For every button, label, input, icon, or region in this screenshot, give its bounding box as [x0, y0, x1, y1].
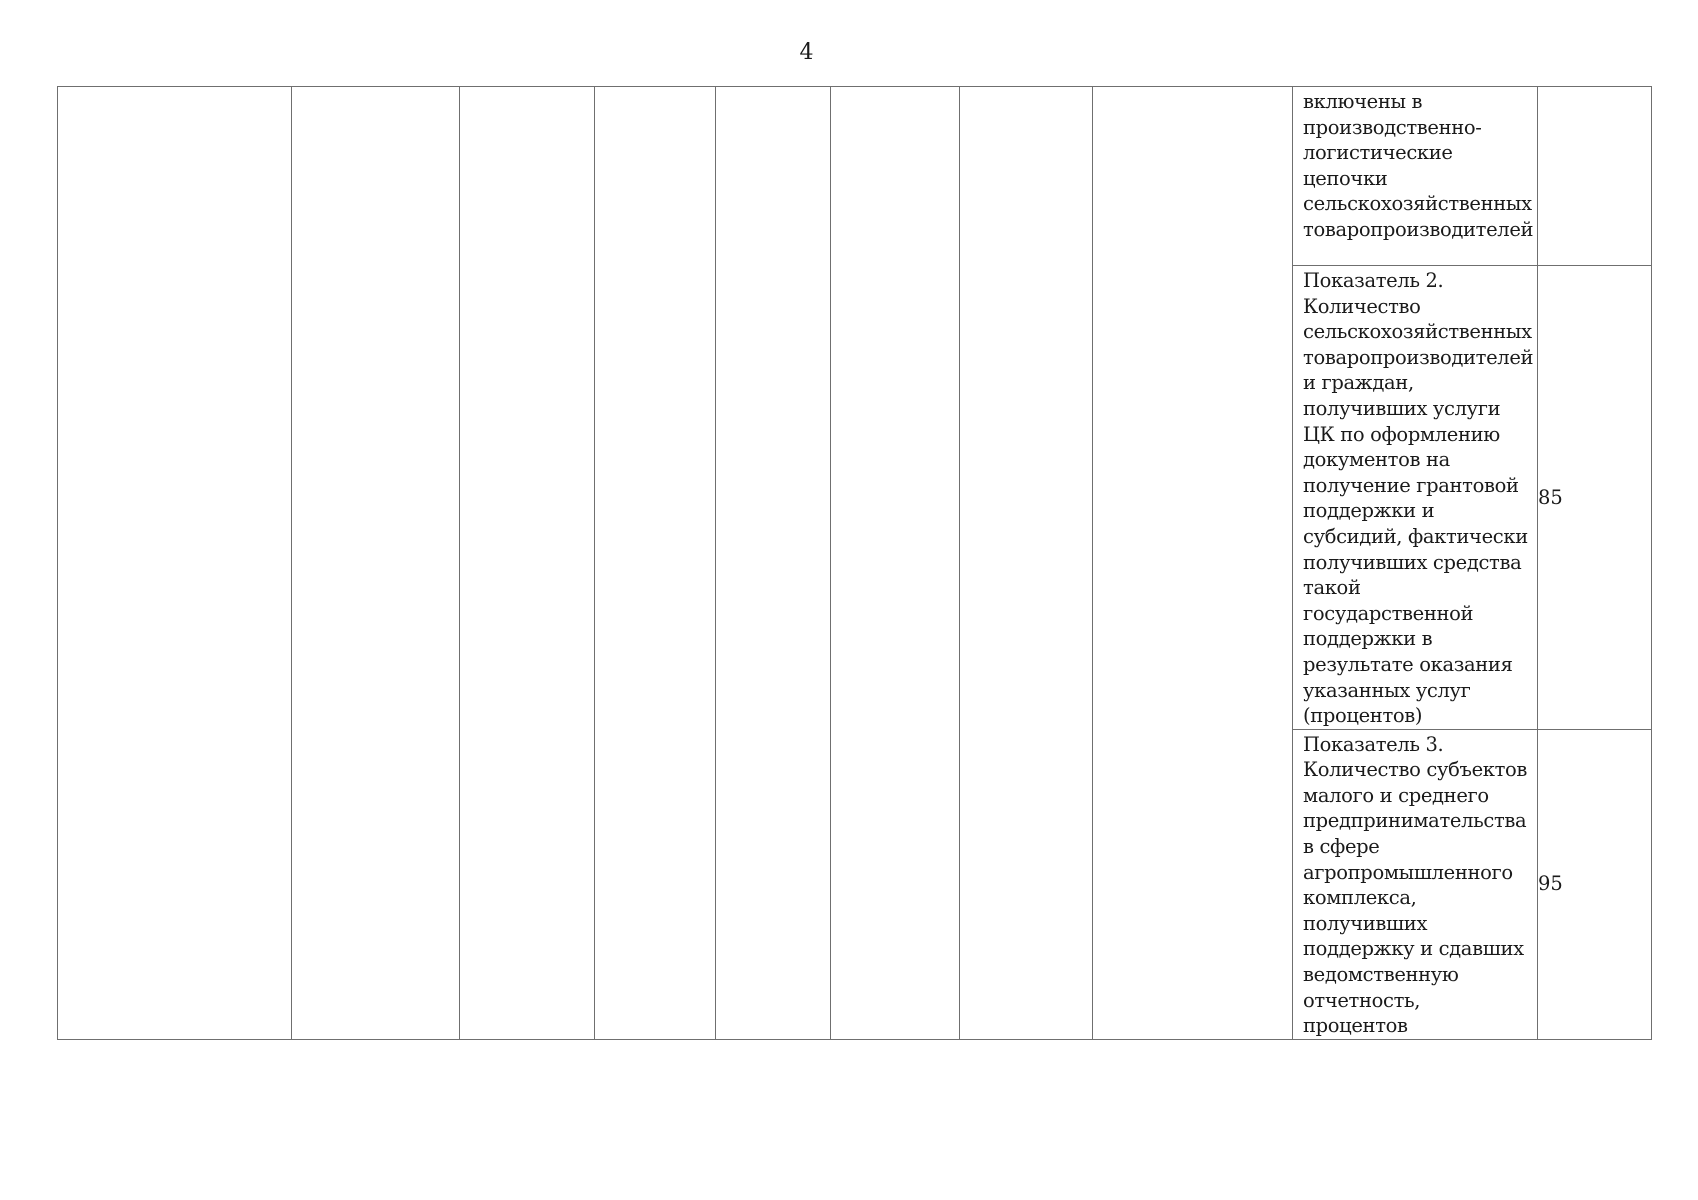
indicators-table [57, 86, 1652, 1040]
empty-cell [58, 87, 292, 1040]
empty-cell [716, 87, 831, 1040]
empty-cell [595, 87, 716, 1040]
value-cell: 95 [1538, 729, 1652, 1039]
table-row [58, 87, 1652, 266]
indicator-text: Показатель 3. Количество субъектов малого и среднего предпринимательства в сфере агропромышленного комплекса, получивших поддержку и сдавших ведомственную отчетность, процентов [1303, 732, 1528, 1038]
empty-cell [960, 87, 1093, 1040]
empty-cell [292, 87, 460, 1040]
value-cell: 85 [1538, 266, 1652, 730]
indicator-text: включены в производственно- логистические цепочки сельскохозяйственных товаропроизводителей [1303, 90, 1534, 241]
indicator-cell [1293, 266, 1538, 730]
indicator-text: Показатель 2. Количество сельскохозяйственных товаропроизводителей и граждан, получивших услуги ЦК по оформлению документов на получение грантовой поддержки и субсидий, фактически получивших средства такой государственной поддержки в результате оказания указанных услуг (процентов) [1303, 269, 1534, 728]
indicator-cell [1293, 729, 1538, 1039]
empty-cell [1093, 87, 1293, 1040]
indicator-cell [1293, 87, 1538, 266]
empty-cell [460, 87, 595, 1040]
page-number: 4 [799, 40, 814, 65]
value-cell [1538, 87, 1652, 266]
empty-cell [831, 87, 960, 1040]
